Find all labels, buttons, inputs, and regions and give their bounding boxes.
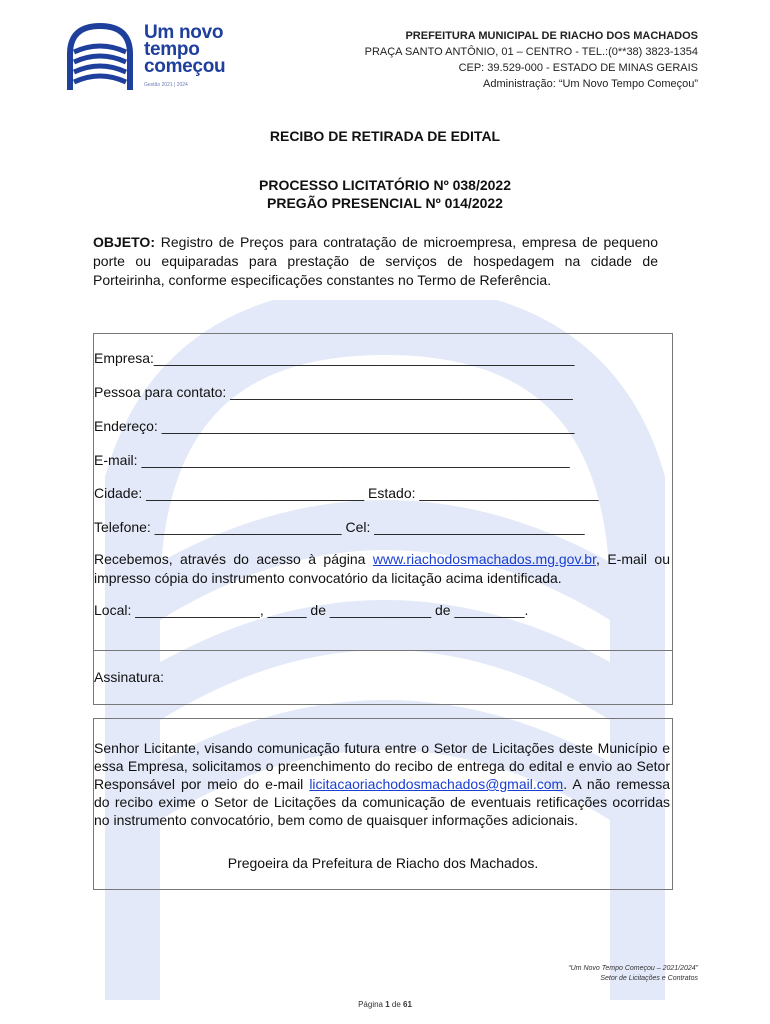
org-header: [365, 28, 698, 92]
org-cep: CEP: 39.529-000 - ESTADO DE MINAS GERAIS: [458, 62, 698, 74]
logo-line-2: tempo: [144, 39, 200, 60]
brand-logo: [64, 22, 264, 92]
signature-label: Assinatura:: [94, 669, 165, 685]
receipt-form: [93, 333, 673, 705]
page-prefix: Página: [358, 1000, 386, 1009]
org-address: PRAÇA SANTO ANTÔNIO, 01 – CENTRO - TEL.:(0**38) 3823-1354: [364, 46, 698, 58]
org-name: PREFEITURA MUNICIPAL DE RIACHO DOS MACHADOS: [405, 30, 698, 42]
footer-slogan-block: [568, 964, 698, 984]
footer-sector: Setor de Licitações e Contratos: [600, 975, 698, 982]
website-link[interactable]: www.riachodosmachados.mg.gov.br: [372, 551, 596, 567]
notice-text-before: Senhor Licitante, visando comunicação futura entre o Setor de Licitações deste Município e essa Empresa, solicitamos o preenchimento do recibo de entrega do edital e envio ao Setor Responsável por meio do e-mail: [94, 740, 670, 792]
pregao-number: PREGÃO PRESENCIAL Nº 014/2022: [267, 195, 503, 211]
notice-paragraph: [94, 739, 670, 829]
footer-slogan: “Um Novo Tempo Começou – 2021/2024”: [568, 965, 698, 972]
phone-field[interactable]: Telefone: ________________________ Cel: ___________________________: [94, 519, 585, 535]
logo-wordmark: [144, 24, 225, 75]
email-link[interactable]: licitacaoriachodosmachados@gmail.com: [309, 776, 564, 792]
objeto-text: Registro de Preços para contratação de microempresa, empresa de pequeno porte ou equiparadas para prestação de serviços de hospedagem na cidade de Porteirinha, conforme especificações constantes no Termo de Referência.: [93, 234, 658, 288]
logo-tagline: Gestão 2021 | 2024: [144, 82, 188, 88]
page-of: de: [389, 1000, 404, 1009]
local-date-field[interactable]: Local: ________________, _____ de _____________ de _________.: [94, 602, 529, 618]
receipt-statement-before: Recebemos, através do acesso à página: [94, 551, 373, 567]
contact-person-field[interactable]: Pessoa para contato: ____________________________________________: [94, 384, 573, 400]
process-block: [0, 176, 770, 212]
page-current: 1: [385, 1000, 390, 1009]
signature-line: [94, 650, 672, 651]
empresa-field[interactable]: Empresa:______________________________________________________: [94, 350, 575, 366]
logo-mark-icon: [64, 22, 136, 92]
page-total: 61: [403, 1000, 412, 1009]
process-number: PROCESSO LICITATÓRIO Nº 038/2022: [259, 177, 511, 193]
objeto-label: OBJETO:: [93, 234, 155, 250]
org-administration: Administração: “Um Novo Tempo Começou”: [483, 78, 698, 90]
notice-text-after: . A não remessa do recibo exime o Setor de Licitações da comunicação de eventuais retificações ocorridas no instrumento convocatório, bem como de quaisquer informações adicionais.: [94, 776, 670, 828]
pregoeira-signature: Pregoeira da Prefeitura de Riacho dos Machados.: [227, 855, 539, 871]
logo-line-1: Um novo: [144, 22, 224, 43]
document-title: RECIBO DE RETIRADA DE EDITAL: [269, 128, 501, 144]
city-state-field[interactable]: Cidade: ____________________________ Estado: _______________________: [94, 485, 599, 501]
email-field[interactable]: E-mail: _______________________________________________________: [94, 452, 570, 468]
receipt-statement-after: , E-mail ou impresso cópia do instrumento convocatório da licitação acima identificada.: [94, 551, 670, 586]
address-field[interactable]: Endereço: _____________________________________________________: [94, 418, 575, 434]
notice-box: [93, 718, 673, 890]
page-number: [0, 1000, 770, 1009]
logo-line-3: começou: [144, 56, 226, 77]
receipt-statement: [94, 550, 670, 588]
objeto-paragraph: [93, 233, 658, 290]
